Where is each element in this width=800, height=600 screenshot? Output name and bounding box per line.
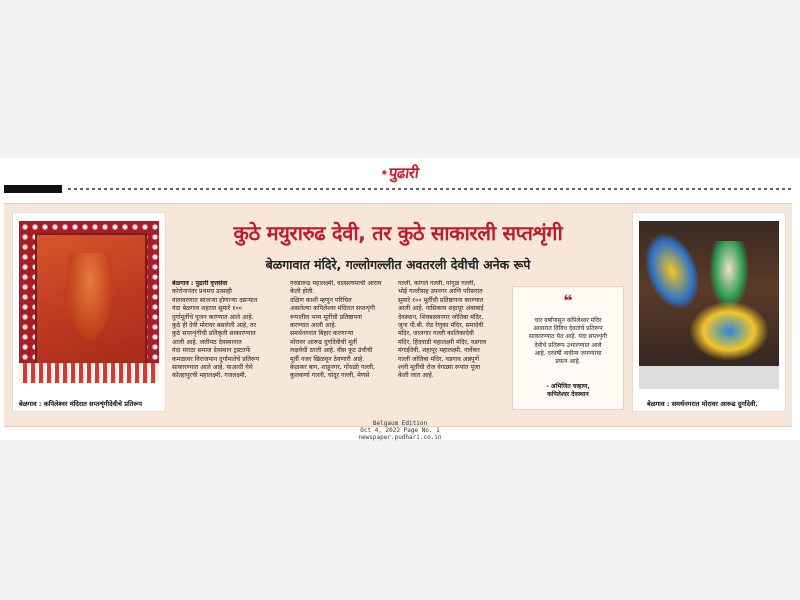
body-column-3 bbox=[398, 280, 508, 420]
edition-date-page: Oct 4, 2022 Page No. 1 bbox=[360, 427, 440, 434]
text-line: आली आहे. नासिकाय शहापूर अंबाबाई bbox=[398, 305, 484, 313]
photo-right bbox=[632, 212, 786, 412]
text-line: देवस्थान, शिवबसवनगर जोतिबा मंदिर, bbox=[398, 313, 484, 321]
text-line: बेळगाव : पुढारी वृत्तसेवा bbox=[172, 280, 228, 287]
text-line: भोई गल्लीसह उपनगर आणि परिसरात bbox=[398, 288, 483, 296]
text-line: वातावरणात साजऱ्या होणाऱ्या दसऱ्यात bbox=[172, 296, 258, 304]
text-line: गल्ली जोतिबा मंदिर, वडगाव अन्नपूर्णे bbox=[398, 355, 480, 363]
headline bbox=[170, 212, 626, 252]
quote-text bbox=[519, 317, 617, 366]
text-line: लक्षवेधी ठरली आहे. वीस फूट उंचीची bbox=[290, 347, 373, 355]
edition-footer bbox=[0, 420, 800, 441]
text-line: कोल्हापूरची महालक्ष्मी, गजलक्ष्मी, bbox=[172, 372, 247, 380]
text-line: कुठे सप्तशृंगीची प्रतिकृती साकारण्यात bbox=[172, 330, 256, 338]
edition-name: Belgaum Edition bbox=[372, 420, 428, 427]
text-line: साकारण्यात आले आहे. याआधी येथे bbox=[172, 364, 253, 372]
body-column-2 bbox=[290, 280, 396, 420]
text-line: करण्यात आली आहे. bbox=[290, 322, 337, 330]
photo-left bbox=[12, 212, 166, 412]
idol-figure bbox=[65, 253, 115, 343]
text-line: आली आहे. जतीमठ देवस्थानात bbox=[172, 338, 242, 346]
ticker-line bbox=[68, 188, 794, 190]
text-line: चार वर्षांपासून कपिलेश्वर मंदिर bbox=[534, 317, 602, 324]
text-line: मंगाईदेवी, शहापूर महालक्ष्मी, नार्वेकर bbox=[398, 347, 480, 355]
text-line: कमळावर विराजमान दुर्गामातेचे प्रतिरूप bbox=[172, 355, 260, 363]
subheadline-text: बेळगावात मंदिरे, गल्लोगल्लीत अवतरली देवीची अनेक रूपे bbox=[265, 256, 531, 272]
text-line: देवीचे प्रतिरूप उभारण्यात आले bbox=[534, 341, 602, 349]
pudhari-logo bbox=[372, 162, 428, 184]
text-line: यंदा मराठा समाज देवस्थान ट्रस्टतर्फे bbox=[172, 347, 251, 355]
peacock-durga-photo bbox=[639, 221, 779, 389]
text-line: श्वरी मूर्तीची रोज वेगळ्या रूपांत पूजा bbox=[398, 364, 481, 372]
text-line: केली होती. bbox=[290, 288, 315, 296]
text-line: - अभिजित चव्हाण, bbox=[546, 383, 590, 390]
text-line: गरुडारूढ महालक्ष्मी, वात्सल्यमाची आराय bbox=[290, 280, 382, 287]
text-line: सुमारे १०० मूर्तीची प्रतिष्ठापना करण्यात bbox=[398, 296, 484, 304]
text-line: गल्ली, कांगले गल्ली, पांगुळ गल्ली, bbox=[398, 280, 476, 287]
flower-base bbox=[19, 363, 159, 383]
text-line: आहे. दरवर्षी नावीन्य जपण्याचा bbox=[534, 349, 602, 357]
newspaper-page bbox=[0, 158, 800, 440]
floor bbox=[639, 366, 779, 389]
text-line: मंदिर, जालगार गल्ली कालिकादेवी bbox=[398, 330, 474, 338]
caption-left: बेळगाव : कपिलेश्वर मंदिरात सप्तशृंगीदेवीचे प्रतिरूप bbox=[19, 400, 143, 408]
logo-text: पुढारी bbox=[387, 164, 420, 182]
text-line: जुना पी.बी. रोड रेणुका मंदिर, समादेवी bbox=[398, 322, 484, 330]
ticker-block bbox=[4, 185, 62, 193]
text-line: कोरोनानंतर प्रथमच उत्साही bbox=[172, 288, 232, 296]
caption-right: बेळगाव : समर्थनगरात मोरावर आरूढ दुर्गादेवी. bbox=[647, 400, 758, 408]
text-line: कुलकर्णा गल्ली, चांदूर गल्ली, मेणसे bbox=[290, 372, 370, 380]
text-line: केळकर बाग, शाहूनगर, गोंधळी गल्ली, bbox=[290, 364, 375, 372]
body-column-1 bbox=[172, 280, 284, 420]
text-line: यंदा बेळगाव शहरात सुमारे १०० bbox=[172, 305, 242, 313]
subheadline bbox=[170, 254, 626, 274]
text-line: कपिलेश्वर देवस्थान bbox=[547, 391, 589, 399]
article-panel bbox=[4, 203, 792, 427]
quote-author bbox=[519, 383, 617, 399]
text-line: मोरावर आरूढ दुर्गादेवीची मूर्ती bbox=[290, 338, 357, 346]
headline-text: कुठे मयुरारुढ देवी, तर कुठे साकारली सप्तशृंगी bbox=[233, 220, 563, 245]
text-line: असलेल्या कपिलेश्वर मंदिरात सप्तशृंगी bbox=[290, 305, 375, 313]
ticker-strip bbox=[0, 184, 800, 194]
text-line: केली जात आहे. bbox=[398, 372, 434, 380]
text-line: समर्थनगरात बिहार करणाऱ्या bbox=[290, 330, 354, 338]
text-line: कुठे ही देवी मोरावर बसलेली आहे, तर bbox=[172, 322, 257, 330]
text-line: प्रयत्न आहे. bbox=[555, 358, 581, 366]
logo-star-icon: ✺ bbox=[381, 169, 388, 177]
text-line: मंदिर, हिंदवाडी महालक्ष्मी मंदिर, वडगाव bbox=[398, 338, 487, 346]
text-line: मूर्ती नजर खिळवून ठेवणारी आहे. bbox=[290, 355, 365, 363]
pull-quote bbox=[512, 286, 624, 410]
text-line: दक्षिण काशी म्हणून परिचित bbox=[290, 296, 352, 304]
peacock-right bbox=[689, 301, 769, 361]
text-line: साकारण्यात येत आहे. यंदा सप्तशृंगी bbox=[529, 333, 607, 341]
text-line: दुर्गामूर्तीचे पूजन करण्यात आले आहे. bbox=[172, 313, 254, 321]
text-line: आवारात विविध देवतांचे प्रतिरूप bbox=[533, 325, 603, 333]
edition-url[interactable]: newspaper.pudhari.co.in bbox=[358, 434, 442, 441]
text-line: रूपातील भव्य मूर्तीची प्रतिष्ठापना bbox=[290, 313, 363, 321]
quote-mark-icon: ❝ bbox=[563, 291, 573, 310]
